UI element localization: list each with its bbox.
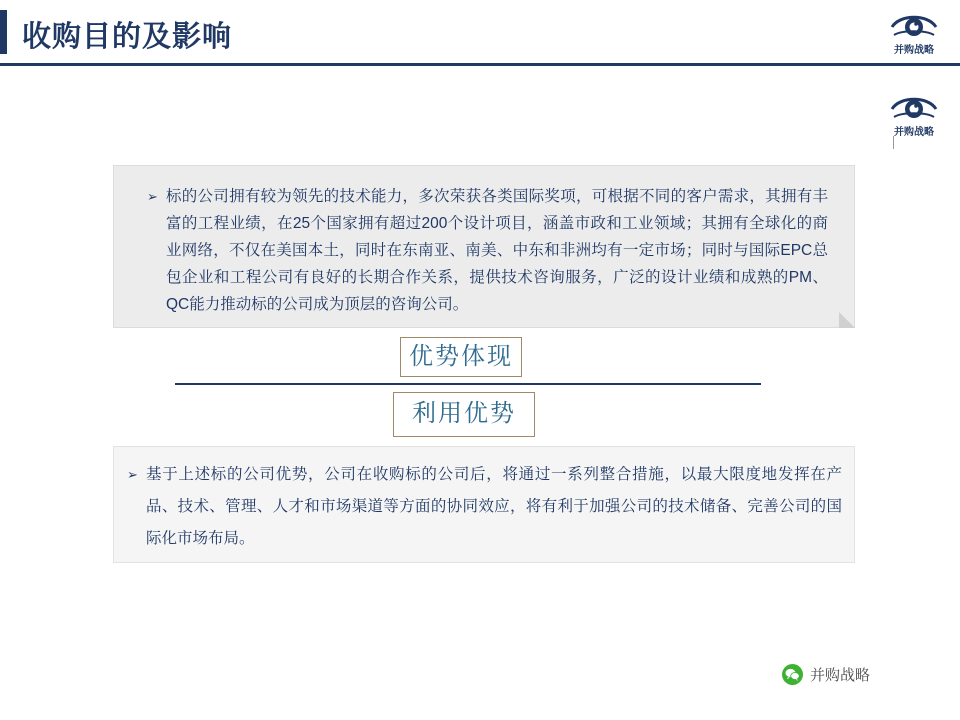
footer-watermark	[782, 664, 870, 685]
brand-logo-primary-label: 并购战略	[894, 45, 934, 56]
header-accent-bar	[0, 10, 7, 54]
brand-logo-secondary	[880, 92, 948, 138]
brand-logo-primary	[880, 10, 948, 56]
bullet-marker-icon: ➢	[127, 467, 138, 482]
slide-header	[0, 0, 960, 66]
bullet-marker-icon: ➢	[147, 189, 158, 204]
eye-icon	[890, 10, 938, 40]
callout-advantage-usage: 利用优势	[393, 392, 535, 437]
advantages-textbox	[113, 165, 855, 328]
page-title: 收购目的及影响	[22, 21, 233, 53]
advantages-text: 标的公司拥有较为领先的技术能力，多次荣获各类国际奖项，可根据不同的客户需求，其拥有丰富的工程业绩，在25个国家拥有超过200个设计项目，涵盖市政和工业领域；其拥有全球化的商业网络，不仅在美国本土，同时在东南亚、南美、中东和非洲均有一定市场；同时与国际EPC总包企业和工程公司有良好的长期合作关系，提供技术咨询服务，广泛的设计业绩和成熟的PM、QC能力推动标的公司成为顶层的咨询公司。	[166, 188, 828, 313]
integration-text: 基于上述标的公司优势，公司在收购标的公司后，将通过一系列整合措施，以最大限度地发挥在产品、技术、管理、人才和市场渠道等方面的协同效应，将有利于加强公司的技术储备、完善公司的国际化市场布局。	[146, 466, 842, 547]
integration-textbox	[113, 446, 855, 563]
callout-advantage-display: 优势体现	[400, 337, 522, 377]
section-divider-line	[175, 383, 761, 385]
corner-fold-decoration	[839, 312, 855, 328]
wechat-icon	[782, 664, 803, 685]
decorative-tick	[893, 136, 894, 149]
brand-logo-secondary-label: 并购战略	[894, 127, 934, 138]
footer-watermark-label: 并购战略	[810, 667, 871, 684]
header-divider	[0, 63, 960, 66]
eye-icon	[890, 92, 938, 122]
